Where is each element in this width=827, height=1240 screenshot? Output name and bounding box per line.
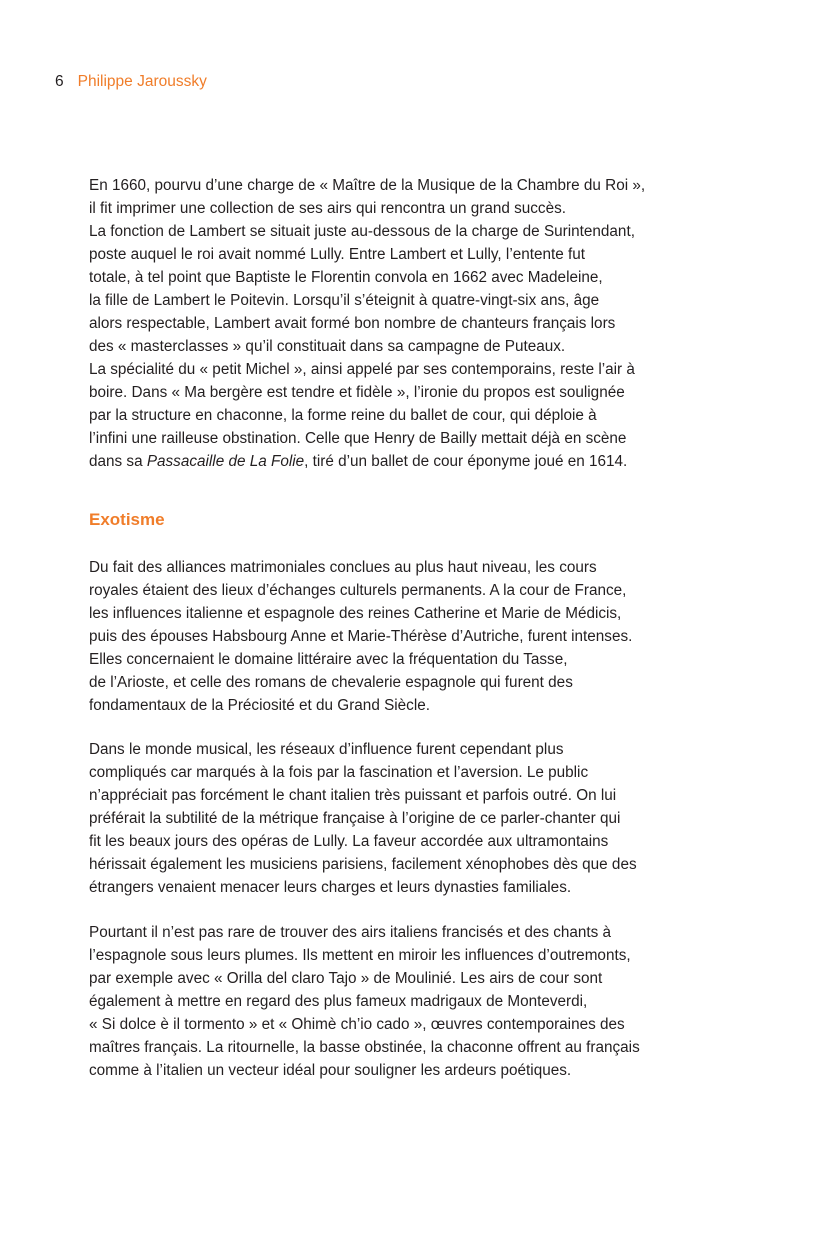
text-fragment: , tiré d’un ballet de cour éponyme joué en 1614. [304,453,628,470]
text-line: Elles concernaient le domaine littéraire avec la fréquentation du Tasse, [89,651,568,668]
text-line: Dans le monde musical, les réseaux d’influence furent cependant plus [89,741,564,758]
running-author: Philippe Jaroussky [77,73,207,90]
text-line: En 1660, pourvu d’une charge de « Maître de la Musique de la Chambre du Roi », [89,177,646,194]
text-line: totale, à tel point que Baptiste le Florentin convola en 1662 avec Madeleine, [89,269,603,286]
text-line: des « masterclasses » qu’il constituait dans sa campagne de Puteaux. [89,338,566,355]
work-title-italic: Passacaille de La Folie [146,453,305,470]
text-line: l’infini une railleuse obstination. Celle que Henry de Bailly mettait déjà en scène [89,430,627,447]
text-line: alors respectable, Lambert avait formé bon nombre de chanteurs français lors [89,315,616,332]
text-line: La fonction de Lambert se situait juste au-dessous de la charge de Surintendant, [89,223,635,240]
paragraph-2 [89,738,749,899]
text-line: Pourtant il n’est pas rare de trouver des airs italiens francisés et des chants à [89,924,612,941]
text-fragment: dans sa [89,453,147,470]
text-line: il fit imprimer une collection de ses airs qui rencontra un grand succès. [89,200,566,217]
paragraph-1 [89,556,749,717]
text-line: étrangers venaient menacer leurs charges et leurs dynasties familiales. [89,879,572,896]
text-line: de l’Arioste, et celle des romans de chevalerie espagnole qui furent des [89,674,573,691]
text-line: les influences italienne et espagnole des reines Catherine et Marie de Médicis, [89,605,622,622]
text-line: boire. Dans « Ma bergère est tendre et fidèle », l’ironie du propos est soulignée [89,384,625,401]
text-line: l’espagnole sous leurs plumes. Ils mettent en miroir les influences d’outremonts, [89,947,631,964]
text-line: comme à l’italien un vecteur idéal pour souligner les ardeurs poétiques. [89,1062,572,1079]
text-line: compliqués car marqués à la fois par la fascination et l’aversion. Le public [89,764,589,781]
page-number: 6 [55,73,64,90]
paragraph-3 [89,921,749,1082]
paragraph [89,174,749,473]
text-line: « Si dolce è il tormento » et « Ohimè ch’io cado », œuvres contemporaines des [89,1016,625,1033]
text-line: par exemple avec « Orilla del claro Tajo » de Moulinié. Les airs de cour sont [89,970,603,987]
text-line: n’appréciait pas forcément le chant italien très puissant et parfois outré. On lui [89,787,617,804]
page-header [55,72,207,92]
text-line: préférait la subtilité de la métrique française à l’origine de ce parler-chanter qui [89,810,621,827]
text-line: maîtres français. La ritournelle, la basse obstinée, la chaconne offrent au français [89,1039,640,1056]
text-line: Du fait des alliances matrimoniales conclues au plus haut niveau, les cours [89,559,597,576]
section-intro [89,174,749,473]
text-line: fondamentaux de la Préciosité et du Grand Siècle. [89,697,430,714]
text-line-last [89,450,749,473]
text-line: hérissait également les musiciens parisiens, facilement xénophobes dès que des [89,856,637,873]
text-line: fit les beaux jours des opéras de Lully. La faveur accordée aux ultramontains [89,833,609,850]
text-line: puis des épouses Habsbourg Anne et Marie-Thérèse d’Autriche, furent intenses. [89,628,633,645]
section-heading: Exotisme [89,510,165,529]
text-line: par la structure en chaconne, la forme reine du ballet de cour, qui déploie à [89,407,597,424]
text-line: royales étaient des lieux d’échanges culturels permanents. A la cour de France, [89,582,627,599]
text-line: poste auquel le roi avait nommé Lully. Entre Lambert et Lully, l’entente fut [89,246,586,263]
text-line: la fille de Lambert le Poitevin. Lorsqu’il s’éteignit à quatre-vingt-six ans, âge [89,292,600,309]
text-line: La spécialité du « petit Michel », ainsi appelé par ses contemporains, reste l’air à [89,361,635,378]
text-line: également à mettre en regard des plus fameux madrigaux de Monteverdi, [89,993,588,1010]
